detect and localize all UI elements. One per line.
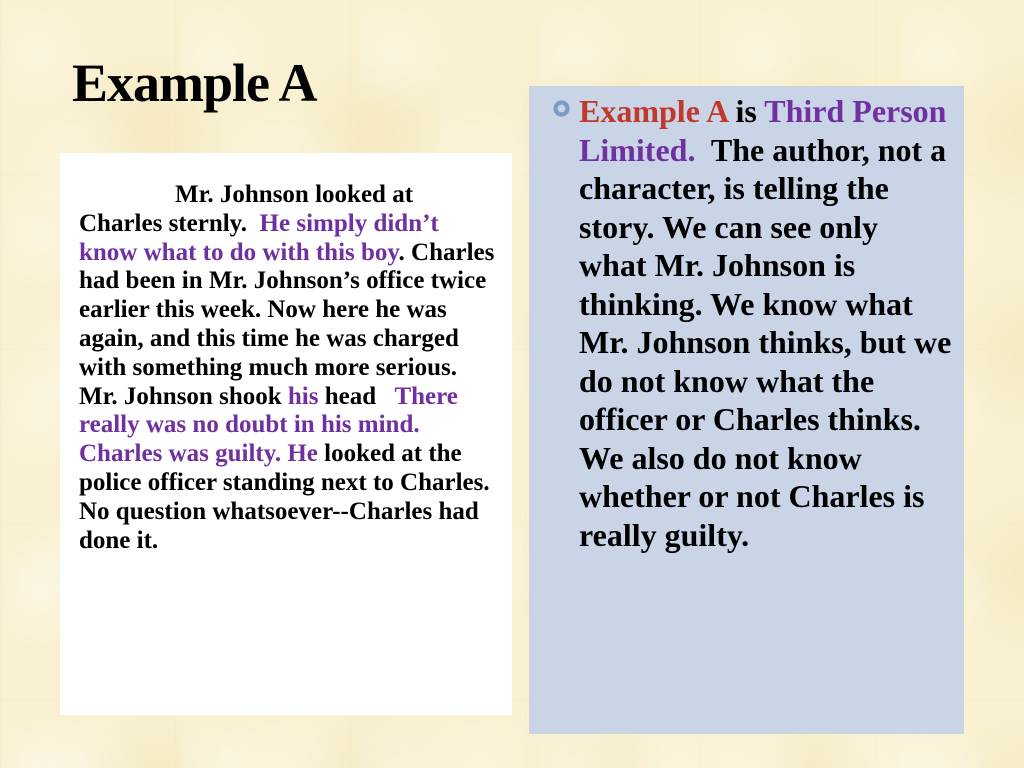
analysis-example-label: Example A: [579, 93, 728, 129]
story-narration-3: looked at the police officer standing next to Charles. No question whatsoever--Charles had done it.: [79, 440, 490, 554]
story-paragraph: [79, 181, 498, 555]
story-thought-highlight-3: There really was no doubt in his mind. Charles was guilty. He: [79, 382, 458, 468]
story-narration-1: . Charles had been in Mr. Johnson’s office twice earlier this week. Now here he was again, and this time he was charged with something much more serious. Mr. Johnson shook: [79, 238, 495, 410]
story-thought-highlight-1: He simply didn’t know what to do with this boy: [79, 209, 439, 266]
circle-bullet-icon: [553, 100, 570, 117]
analysis-paragraph: [579, 92, 952, 554]
analysis-explanation: The author, not a character, is telling the story. We can see only what Mr. Johnson is thinking. We know what Mr. Johnson thinks, but we do not know what the officer or Charles thinks. We also do not know whether or not Charles is really guilty.: [579, 131, 952, 553]
analysis-pov-type: Third Person Limited.: [579, 93, 947, 168]
story-text-box: [60, 153, 512, 715]
story-sentence-intro: Mr. Johnson looked at Charles sternly.: [79, 181, 414, 237]
analysis-text-box: [529, 86, 964, 734]
story-narration-2: head: [324, 382, 377, 410]
story-thought-highlight-2: his: [287, 382, 319, 410]
analysis-is-word: is: [735, 93, 757, 129]
slide-title: Example A: [72, 53, 317, 113]
